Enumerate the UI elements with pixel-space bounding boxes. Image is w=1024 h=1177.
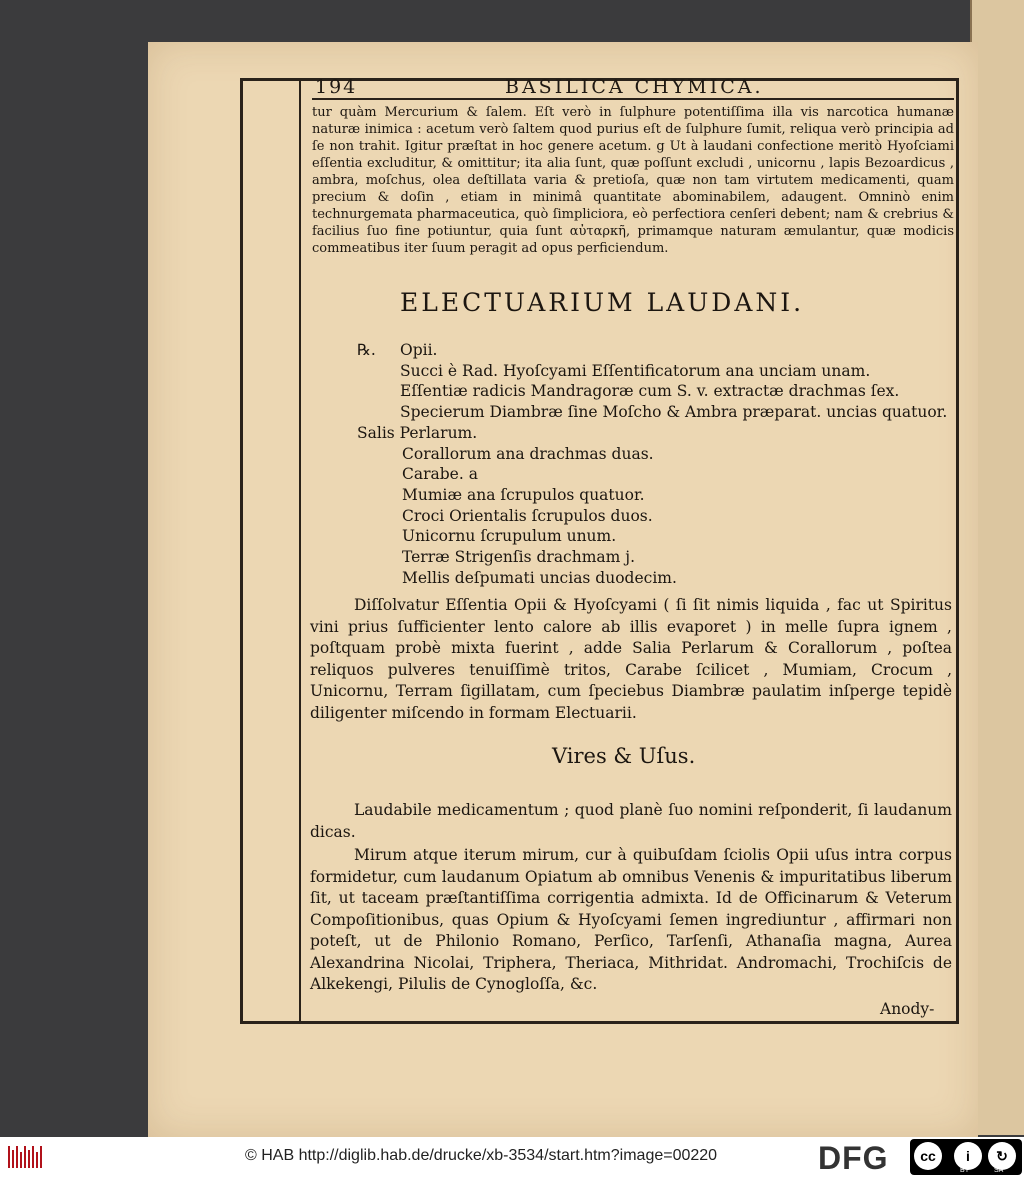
dfg-logo: DFG [818, 1140, 889, 1176]
recipe-line: Unicornu ſcrupulum unum. [402, 527, 617, 546]
running-title: BASILICA CHYMICA. [505, 76, 764, 98]
recipe-line: Carabe. a [402, 465, 478, 484]
recipe-line: Opii. [400, 341, 438, 359]
recipe-line: Succi è Rad. Hyoſcyami Eſſentificatorum ana unciam unam. [400, 361, 871, 380]
sa-label: SA [994, 1167, 1004, 1174]
intro-paragraph: tur quàm Mercurium & ſalem. Eſt verò in ſulphure potentiſſima illa vis narcotica humanæ naturæ inimica : acetum verò ſaltem quod purius eſt de ſulphure ſumit, reliqua verò principia ad ſe non trahit. Igitur præſtat in hoc genere acetum. g Ut à laudani confectione meritò Hyoſciami eſſentia excluditur, & omittitur; ita alia ſunt, quæ poſſunt excludi , unicornu , lapis Bezoardicus , ambra, moſchus, olea deſtillata varia & pretioſa, quæ non tam virtutem medicamenti, quam precium & doſin , etiam in minimâ quantitate abominabilem, adaugent. Omninò enim technurgemata pharmaceutica, quò ſimpliciora, eò perfectiora cenſeri debent; nam & crebrius & facilius ſuo fine potiuntur, quia ſunt αὐταρκῆ, primamque naturam æmulantur, quæ modicis commeatibus iter ſuum peragit ad opus perficiendum. [312, 105, 954, 256]
catchword: Anody- [880, 1000, 935, 1018]
by-label: BY [960, 1167, 970, 1174]
recipe-line: Corallorum ana drachmas duas. [402, 444, 654, 463]
frame-inner-rule [299, 81, 301, 1021]
hab-logo-icon [6, 1142, 46, 1172]
header-rule [312, 98, 954, 100]
recipe-symbol: ℞. [357, 341, 376, 359]
by-icon: i [954, 1142, 982, 1170]
recipe-line: Mumiæ ana ſcrupulos quatuor. [402, 485, 645, 504]
recipe-line: Terræ Strigenſis drachmam j. [402, 548, 636, 566]
recipe-line: Salis Perlarum. [357, 423, 478, 442]
section-title: ELECTUARIUM LAUDANI. [400, 288, 805, 317]
attribution-link[interactable]: © HAB http://diglib.hab.de/drucke/xb-3534/start.htm?image=00220 [245, 1147, 718, 1164]
adjacent-page-edge [970, 0, 1024, 1135]
uses-paragraph-1: Laudabile medicamentum ; quod planè ſuo nomini reſponderit, ſi laudanum dicas. [310, 801, 952, 841]
preparation-paragraph: Diſſolvatur Eſſentia Opii & Hyoſcyami ( ſi ſit nimis liquida , fac ut Spiritus vini prius ſufficienter lento calore ab illis evaporet ) in melle ſupra ignem , poſtquam probè mixta fuerint , adde Salia Perlarum & Corallorum , poſtea reliquos pulveres tenuiſſimè tritos, Carabe ſcilicet , Mumiam, Crocum , Unicornu, Terram ſigillatam, cum ſpeciebus Diambræ paulatim inſperge tepidè diligenter miſcendo in formam Electuarii. [310, 596, 952, 722]
cc-icon: cc [914, 1142, 942, 1170]
recipe-line: Croci Orientalis ſcrupulos duos. [402, 506, 653, 525]
recipe-line: Eſſentiæ radicis Mandragoræ cum S. v. extractæ drachmas ſex. [400, 382, 900, 401]
viewer-footer [0, 1137, 1024, 1177]
subsection-title: Vires & Uſus. [552, 744, 696, 768]
cc-license-badge[interactable] [910, 1139, 1022, 1175]
running-head [315, 72, 955, 98]
sa-icon: ↻ [988, 1142, 1016, 1170]
recipe-line: Mellis deſpumati uncias duodecim. [402, 568, 677, 587]
page-number: 194 [315, 76, 358, 98]
uses-paragraph-2: Mirum atque iterum mirum, cur à quibuſdam ſciolis Opii uſus intra corpus formidetur, cum laudanum Opiatum ab omnibus Venenis & impuritatibus liberum ſit, ut taceam præſtantiſſima corrigentia admixta. Id de Officinarum & Veterum Compoſitionibus, quas Opium & Hyoſcyami ſemen ingrediuntur , affirmari non poteſt, ut de Philonio Romano, Perſico, Tarſenſi, Athanaſia magna, Aurea Alexandrina Nicolai, Triphera, Theriaca, Mithridat. Andromachi, Trochiſcis de Alkekengi, Pilulis de Cynogloſſa, &c. [310, 846, 952, 993]
recipe-line: Specierum Diambræ ſine Moſcho & Ambra præparat. uncias quatuor. [400, 403, 948, 422]
